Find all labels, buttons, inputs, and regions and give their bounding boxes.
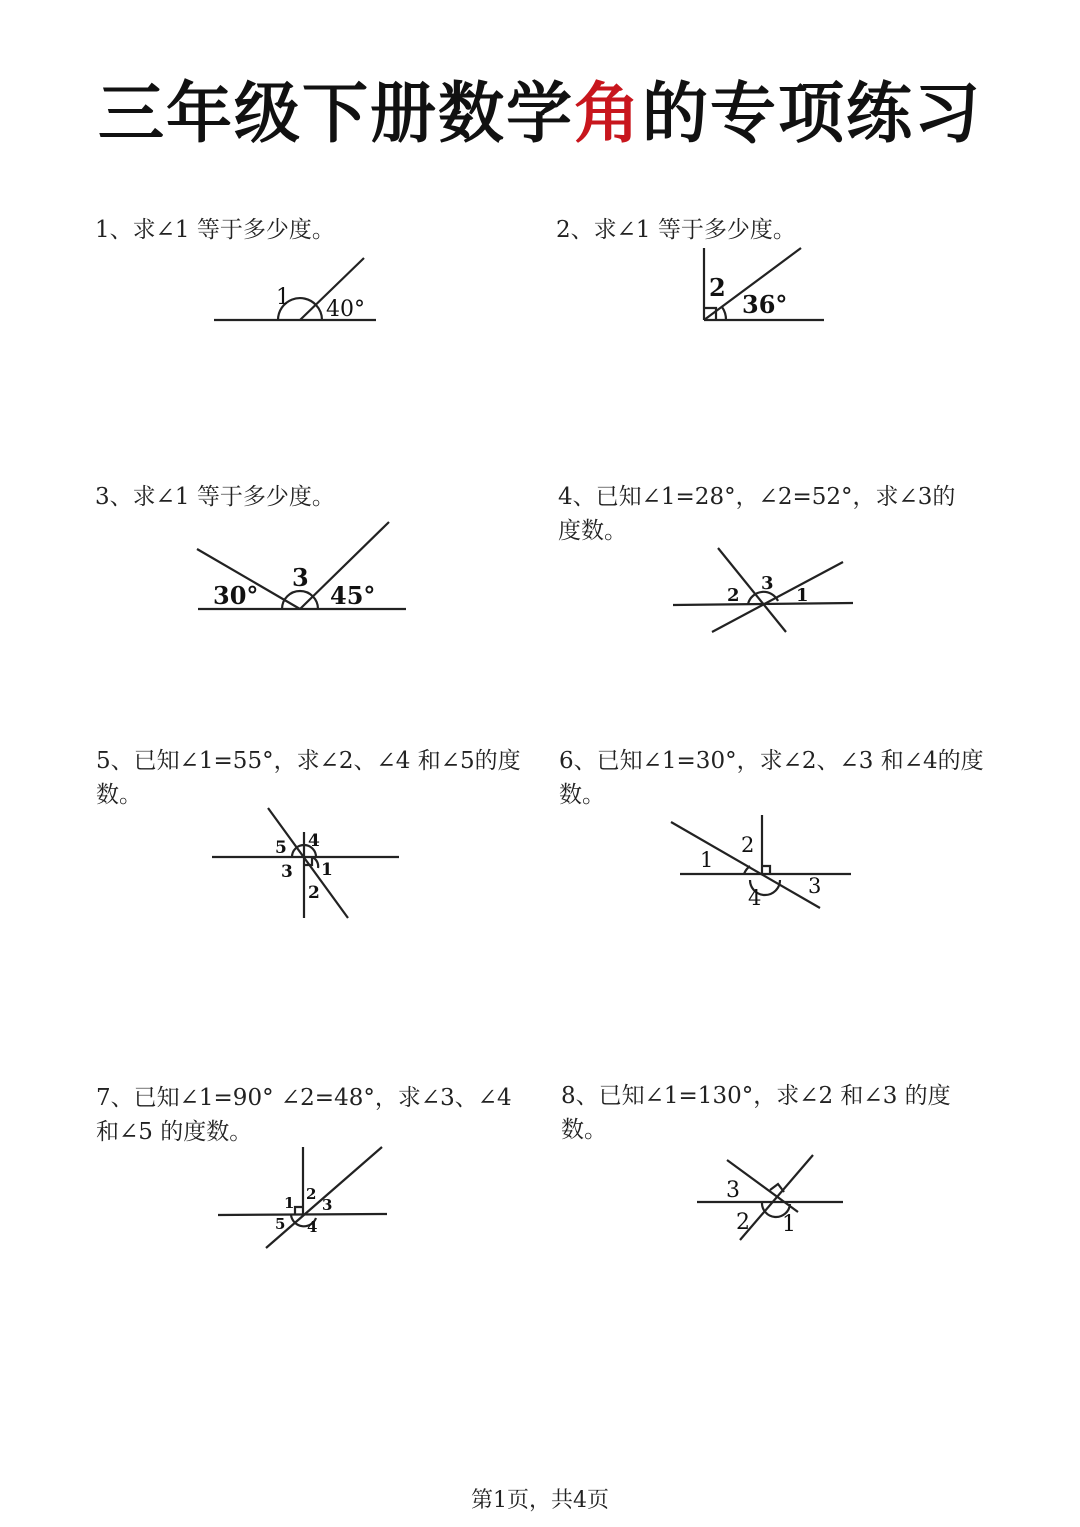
figure-7 (218, 1147, 387, 1248)
question-4-text: 4、已知∠1=28°，∠2=52°，求∠3的度数。 (558, 484, 956, 544)
figure-6-label-2: 1 (700, 848, 714, 872)
figure-1-label-1: 1 (276, 285, 290, 310)
figure-7-label-3: 3 (322, 1196, 333, 1214)
figure-1 (214, 258, 376, 322)
question-8-text: 8、已知∠1=130°，求∠2 和∠3 的度数。 (561, 1083, 951, 1143)
figure-6-label-4: 4 (748, 886, 762, 910)
figure-2-label-1: 2 (709, 273, 726, 302)
question-7-text: 7、已知∠1=90° ∠2=48°，求∠3、∠4 和∠5 的度数。 (96, 1085, 512, 1145)
figure-5 (212, 808, 399, 918)
figure-6 (671, 815, 851, 910)
question-6-text: 6、已知∠1=30°，求∠2、∠3 和∠4的度数。 (559, 748, 984, 808)
figure-5-label-2: 4 (308, 831, 320, 851)
figure-4-label-3: 1 (796, 585, 809, 606)
figure-6-label-3: 3 (808, 874, 822, 898)
title-prefix: 三年级下册数学 (98, 75, 574, 152)
figure-2 (704, 248, 824, 320)
figure-8-label-3: 1 (782, 1212, 796, 1237)
question-1-text: 1、求∠1 等于多少度。 (95, 217, 335, 243)
figure-3 (197, 522, 406, 610)
figure-7-label-4: 5 (275, 1215, 286, 1233)
figure-7-label-5: 4 (307, 1218, 318, 1236)
figure-5-label-1: 5 (275, 838, 287, 858)
question-3-text: 3、求∠1 等于多少度。 (95, 484, 335, 510)
figure-5-label-4: 1 (321, 860, 333, 880)
question-2-text: 2、求∠1 等于多少度。 (556, 217, 796, 243)
figure-4-label-2: 3 (761, 573, 774, 594)
title-suffix: 的专项练习 (642, 75, 982, 152)
figure-6-label-1: 2 (741, 833, 755, 857)
figure-7-label-1: 1 (284, 1194, 295, 1212)
figure-3-label-1: 30° (213, 581, 259, 610)
figure-2-label-2: 36° (742, 290, 788, 319)
figure-8-label-2: 2 (736, 1210, 750, 1235)
figure-5-label-5: 2 (308, 883, 320, 903)
figure-7-label-2: 2 (306, 1185, 317, 1203)
page-footer: 第1页，共4页 (471, 1488, 609, 1513)
figure-8 (697, 1155, 843, 1240)
figure-5-label-3: 3 (281, 862, 293, 882)
figure-8-label-1: 3 (726, 1178, 740, 1203)
figure-3-label-3: 45° (330, 581, 376, 610)
figure-4 (673, 548, 853, 632)
title-highlight: 角 (574, 75, 642, 152)
figure-1-label-2: 40° (326, 297, 365, 322)
figure-4-label-1: 2 (727, 585, 740, 606)
figure-3-label-2: 3 (292, 563, 309, 592)
question-5-text: 5、已知∠1=55°，求∠2、∠4 和∠5的度数。 (96, 748, 521, 808)
